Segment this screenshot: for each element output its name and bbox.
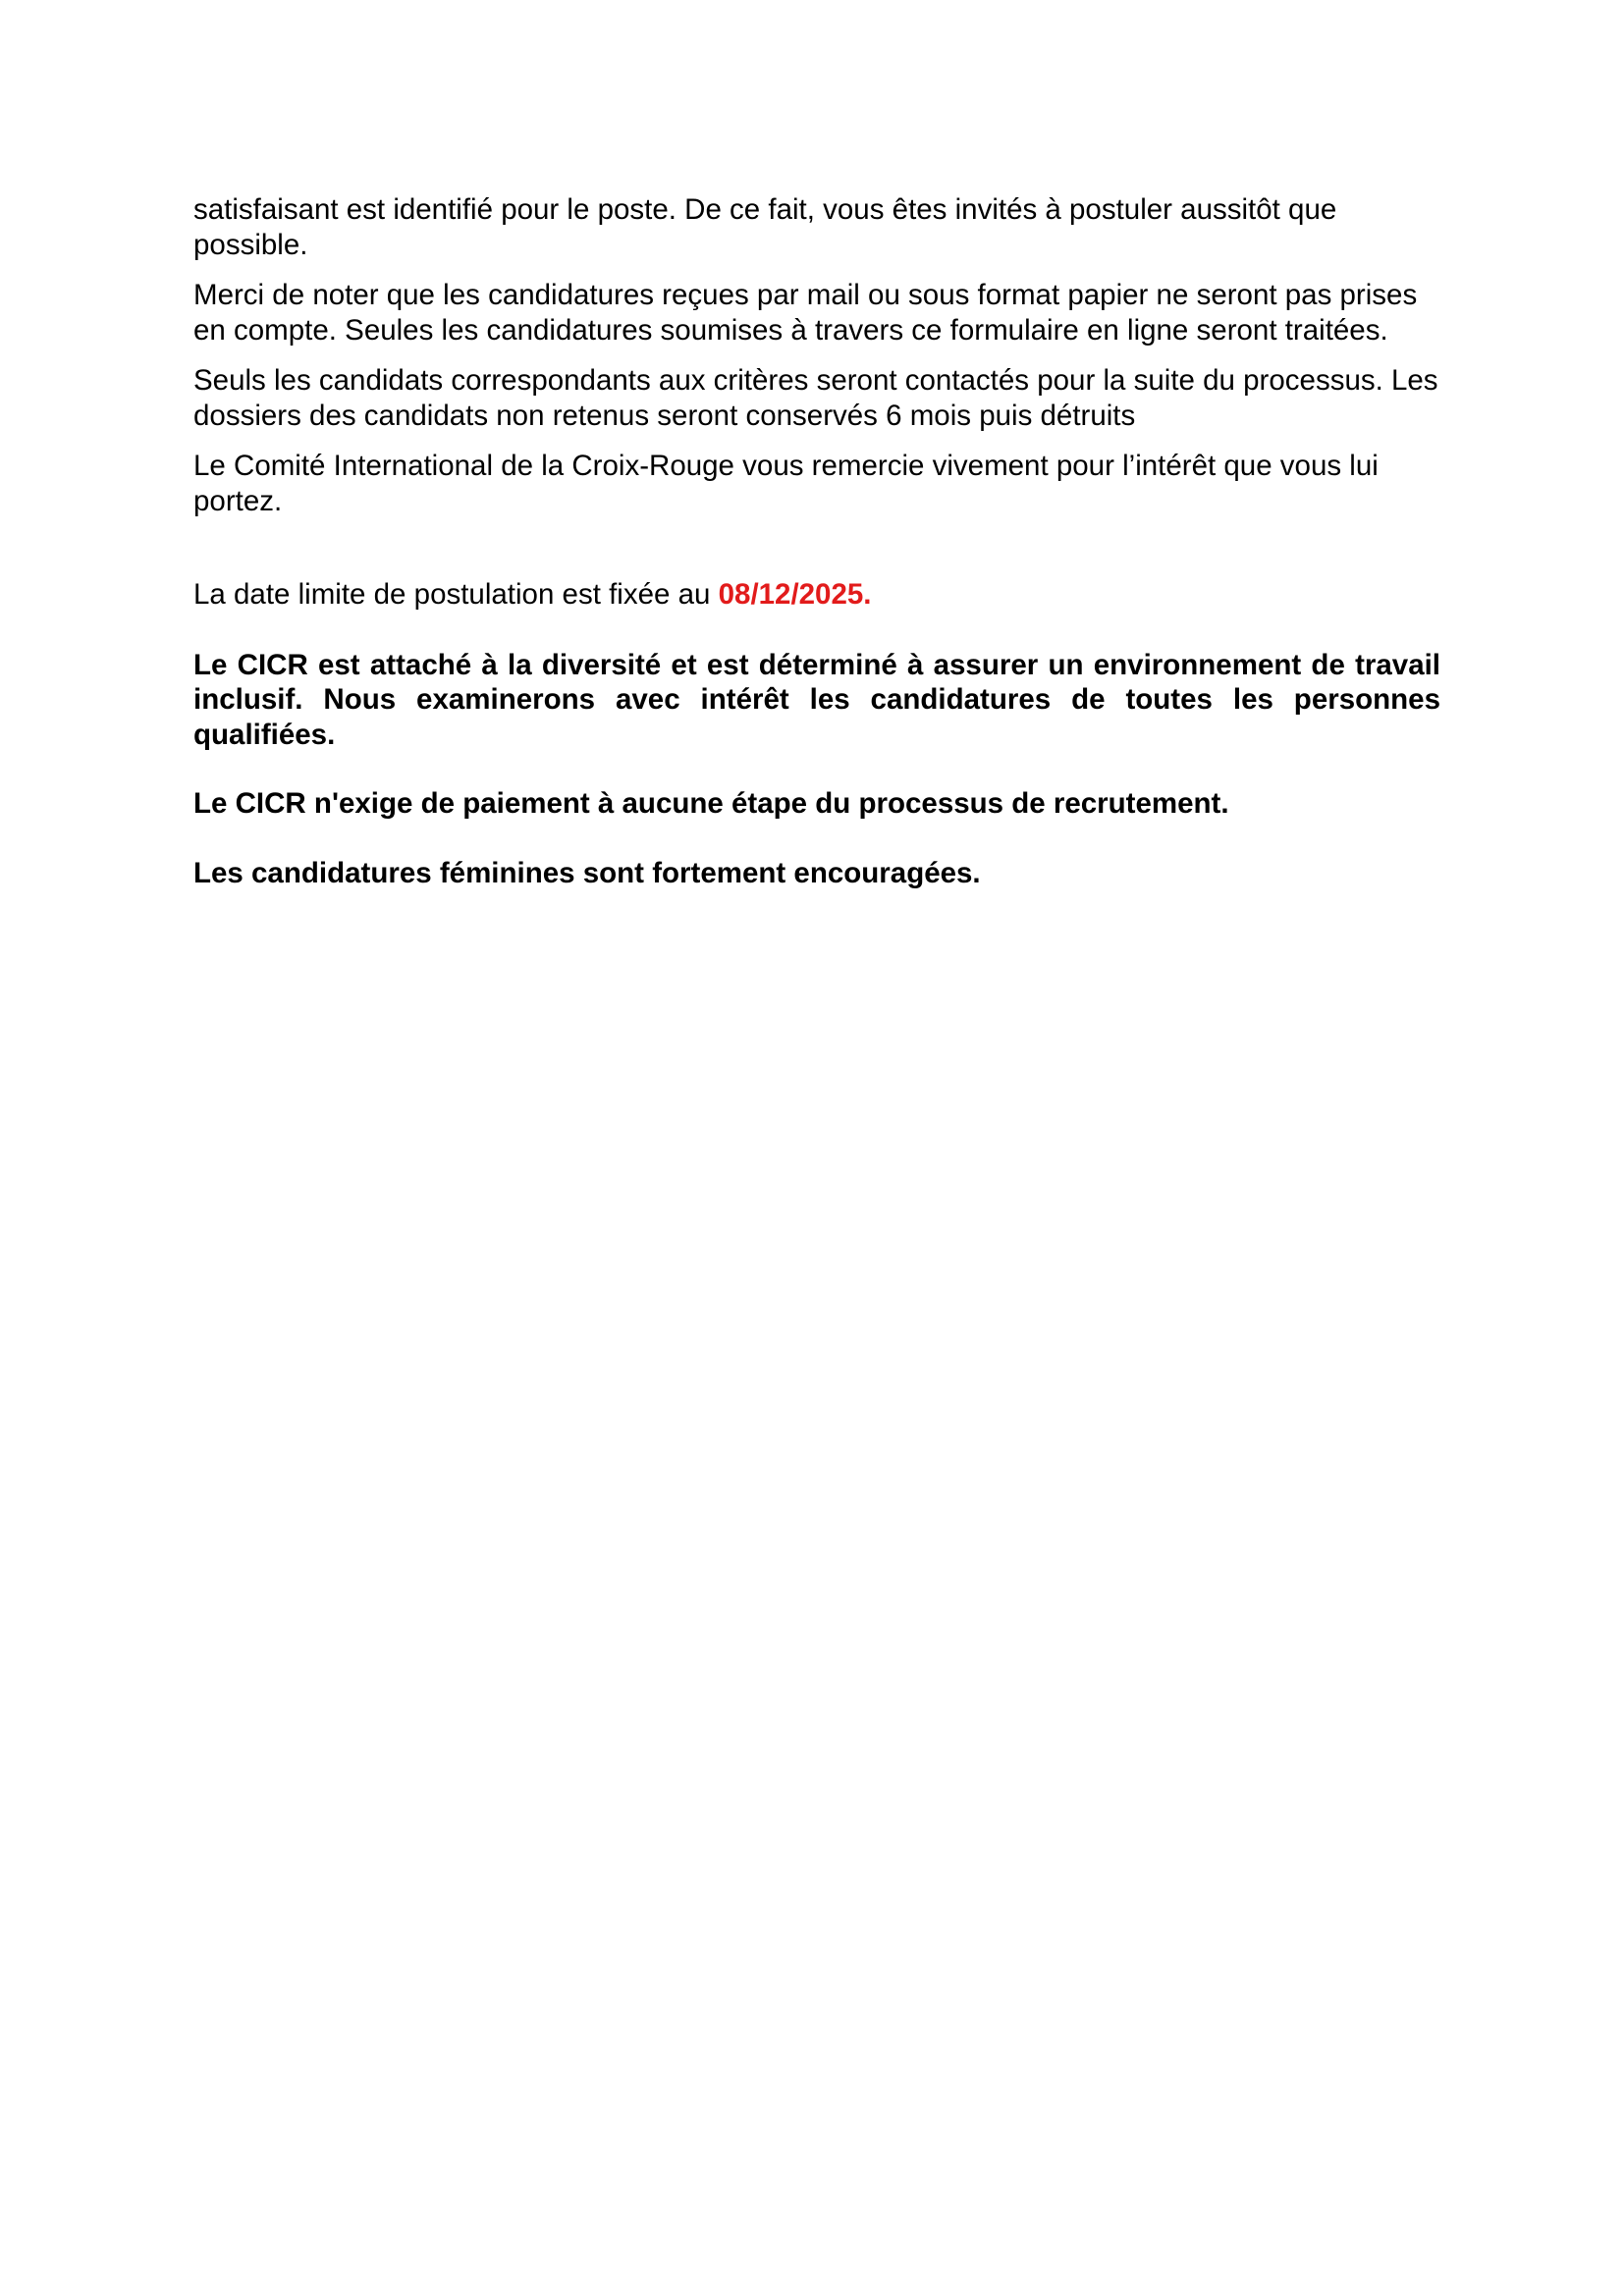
paragraph-application-encouragement: satisfaisant est identifié pour le poste. De ce fait, vous êtes invités à postuler aussitôt que possible. xyxy=(193,193,1337,261)
deadline-line xyxy=(193,577,1440,613)
deadline-date: 08/12/2025. xyxy=(718,578,872,611)
paragraph-thanks: Le Comité International de la Croix-Rouge vous remercie vivement pour l’intérêt que vous lui portez. xyxy=(193,450,1379,517)
notice-women-encouraged: Les candidatures féminines sont fortement encouragées. xyxy=(193,856,981,889)
paragraph-shortlist-notice: Seuls les candidats correspondants aux critères seront contactés pour la suite du processus. Les dossiers des candidats non retenus seront conservés 6 mois puis détruits xyxy=(193,364,1438,432)
deadline-prefix: La date limite de postulation est fixée au xyxy=(193,578,719,611)
notice-no-payment: Le CICR n'exige de paiement à aucune étape du processus de recrutement. xyxy=(193,787,1229,820)
notice-diversity: Le CICR est attaché à la diversité et est déterminé à assurer un environnement de travail inclusif. Nous examinerons avec intérêt les candidatures de toutes les personnes qualifiées. xyxy=(193,648,1440,751)
paragraph-online-only-notice: Merci de noter que les candidatures reçues par mail ou sous format papier ne seront pas prises en compte. Seules les candidatures soumises à travers ce formulaire en ligne seront traitées. xyxy=(193,279,1418,347)
document-body xyxy=(193,192,1440,925)
